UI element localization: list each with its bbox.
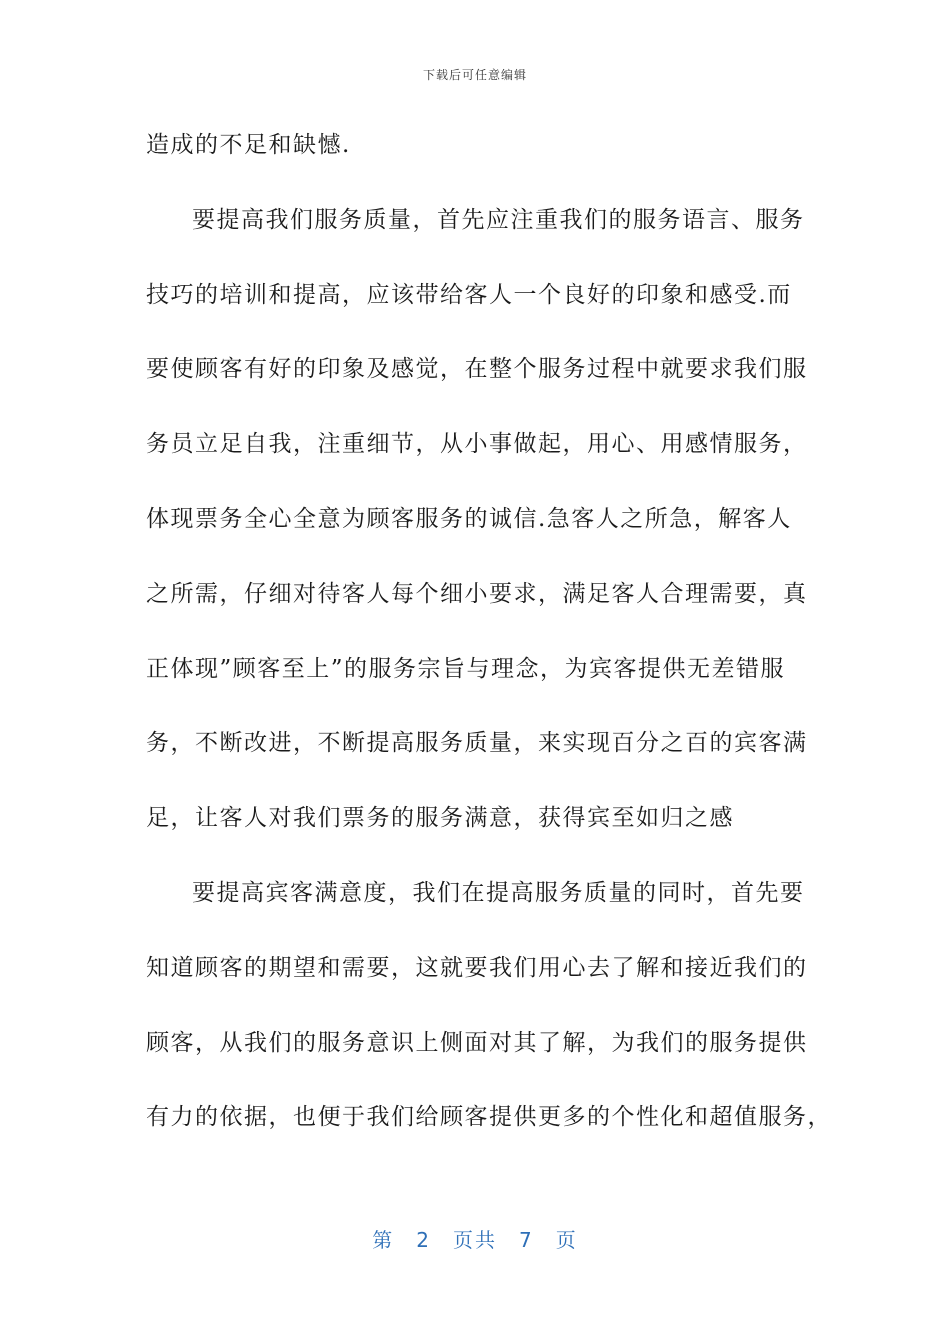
- body-line-4: 要使顾客有好的印象及感觉，在整个服务过程中就要求我们服: [146, 356, 808, 383]
- body-line-5: 务员立足自我，注重细节，从小事做起，用心、用感情服务，: [146, 431, 808, 458]
- document-body: [146, 118, 832, 1165]
- body-line-13: 顾客，从我们的服务意识上侧面对其了解，为我们的服务提供: [146, 1029, 808, 1056]
- current-page-number: 2: [416, 1228, 431, 1252]
- page-footer: [0, 1224, 950, 1253]
- body-line-14: 有力的依据，也便于我们给顾客提供更多的个性化和超值服务，: [146, 1104, 832, 1131]
- footer-suffix: 页: [555, 1228, 578, 1252]
- body-line-2: 要提高我们服务质量，首先应注重我们的服务语言、服务: [192, 206, 805, 233]
- footer-prefix: 第: [372, 1228, 395, 1252]
- body-line-1: 造成的不足和缺憾.: [146, 132, 351, 158]
- body-line-7: 之所需，仔细对待客人每个细小要求，满足客人合理需要，真: [146, 580, 808, 607]
- page-header: 下载后可任意编辑: [422, 68, 527, 82]
- footer-middle: 页共: [453, 1228, 497, 1252]
- body-line-10: 足，让客人对我们票务的服务满意，获得宾至如归之感: [146, 805, 734, 832]
- body-line-6: 体现票务全心全意为顾客服务的诚信.急客人之所急，解客人: [146, 505, 792, 532]
- total-pages-number: 7: [519, 1228, 534, 1252]
- body-line-11: 要提高宾客满意度，我们在提高服务质量的同时，首先要: [192, 879, 805, 906]
- body-line-12: 知道顾客的期望和需要，这就要我们用心去了解和接近我们的: [146, 954, 808, 981]
- body-line-9: 务，不断改进，不断提高服务质量，来实现百分之百的宾客满: [146, 730, 808, 757]
- body-line-8: 正体现”顾客至上”的服务宗旨与理念，为宾客提供无差错服: [146, 655, 786, 682]
- body-line-3: 技巧的培训和提高，应该带给客人一个良好的印象和感受.而: [146, 281, 792, 308]
